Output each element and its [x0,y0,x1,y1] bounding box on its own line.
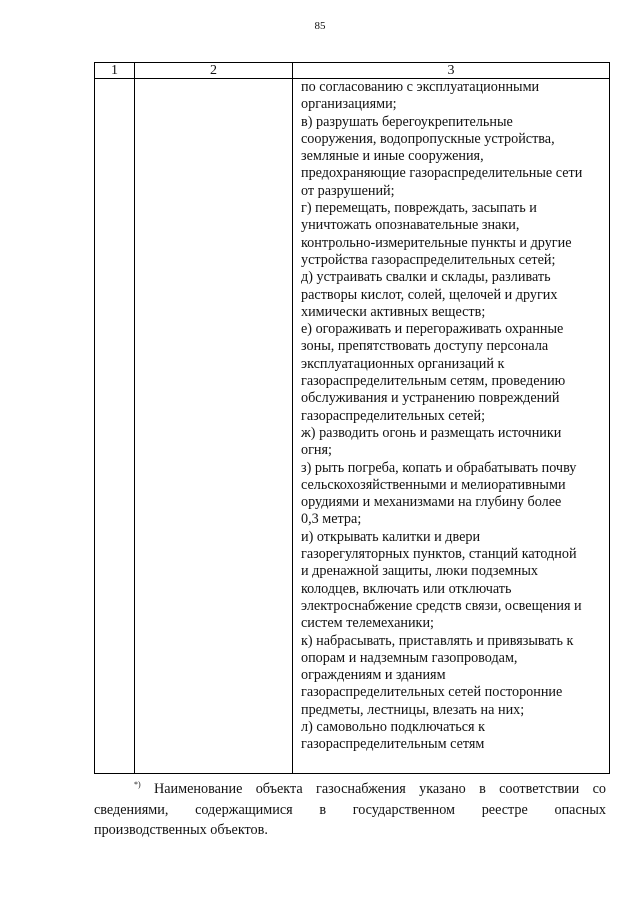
text-line: опорам и надземным газопроводам, [301,649,518,666]
table-body-row [95,79,610,774]
page-number: 85 [314,20,326,32]
text-line: предметы, лестницы, влезать на них; [301,701,525,718]
cell-col-1 [95,79,135,774]
footnote-line-3: производственных объектов. [94,822,268,838]
text-line: орудиями и механизмами на глубину более [301,494,562,511]
text-line: 0,3 метра; [301,511,362,528]
text-line: электроснабжение средств связи, освещения и [301,597,582,614]
text-line: ж) разводить огонь и размещать источники [301,424,562,441]
footnote-line-1-text: Наименование объекта газоснабжения указано в соответствии со [154,781,606,797]
text-line: сооружения, водопропускные устройства, [301,130,555,147]
text-line: колодцев, включать или отключать [301,580,512,597]
text-line: огня; [301,442,332,459]
text-line: к) набрасывать, приставлять и привязывать к [301,632,574,649]
text-line: з) рыть погреба, копать и обрабатывать почву [301,459,577,476]
text-line: уничтожать опознавательные знаки, [301,217,520,234]
footnote-marker: *) [134,780,141,789]
text-line: систем телемеханики; [301,615,434,632]
text-line: организациями; [301,96,397,113]
text-line: ограждениям и зданиям [301,667,446,684]
cell-col-3 [293,79,610,774]
text-line: л) самовольно подключаться к [301,718,486,735]
text-line: эксплуатационных организаций к [301,355,505,372]
text-line: растворы кислот, солей, щелочей и других [301,286,558,303]
header-col-1: 1 [95,63,135,79]
text-line: по согласованию с эксплуатационными [301,79,540,95]
text-line: химически активных веществ; [301,303,486,320]
cell-col-2 [135,79,293,774]
text-line: сельскохозяйственными и мелиоративными [301,476,566,493]
text-line: газораспределительных сетей посторонние [301,684,563,701]
text-line: земляные и иные сооружения, [301,148,484,165]
text-line: и дренажной защиты, люки подземных [301,563,538,580]
text-line: от разрушений; [301,182,395,199]
header-col-2: 2 [135,63,293,79]
table-header-row [95,63,610,79]
text-line: устройства газораспределительных сетей; [301,251,556,268]
footnote-line-1 [94,775,606,800]
text-line: е) огораживать и перегораживать охранные [301,321,564,338]
text-line: в) разрушать берегоукрепительные [301,113,513,130]
text-line: д) устраивать свалки и склады, разливать [301,269,551,286]
document-table [94,62,610,774]
text-line: контрольно-измерительные пункты и другие [301,234,572,251]
text-line: газораспределительным сетям [301,736,485,753]
footnote-line-2: сведениями, содержащимися в государственном реестре опасных [94,801,606,818]
text-line: обслуживания и устранению повреждений [301,390,560,407]
text-line: г) перемещать, повреждать, засыпать и [301,200,537,217]
header-col-3: 3 [293,63,610,79]
text-line: предохраняющие газораспределительные сети [301,165,583,182]
text-line: зоны, препятствовать доступу персонала [301,338,549,355]
text-line: и) открывать калитки и двери [301,528,481,545]
text-line: газораспределительным сетям, проведению [301,373,566,390]
prohibitions-text [293,79,609,754]
footnote [94,775,606,841]
text-line: газораспределительных сетей; [301,407,486,424]
text-line: газорегуляторных пунктов, станций катодной [301,546,577,563]
